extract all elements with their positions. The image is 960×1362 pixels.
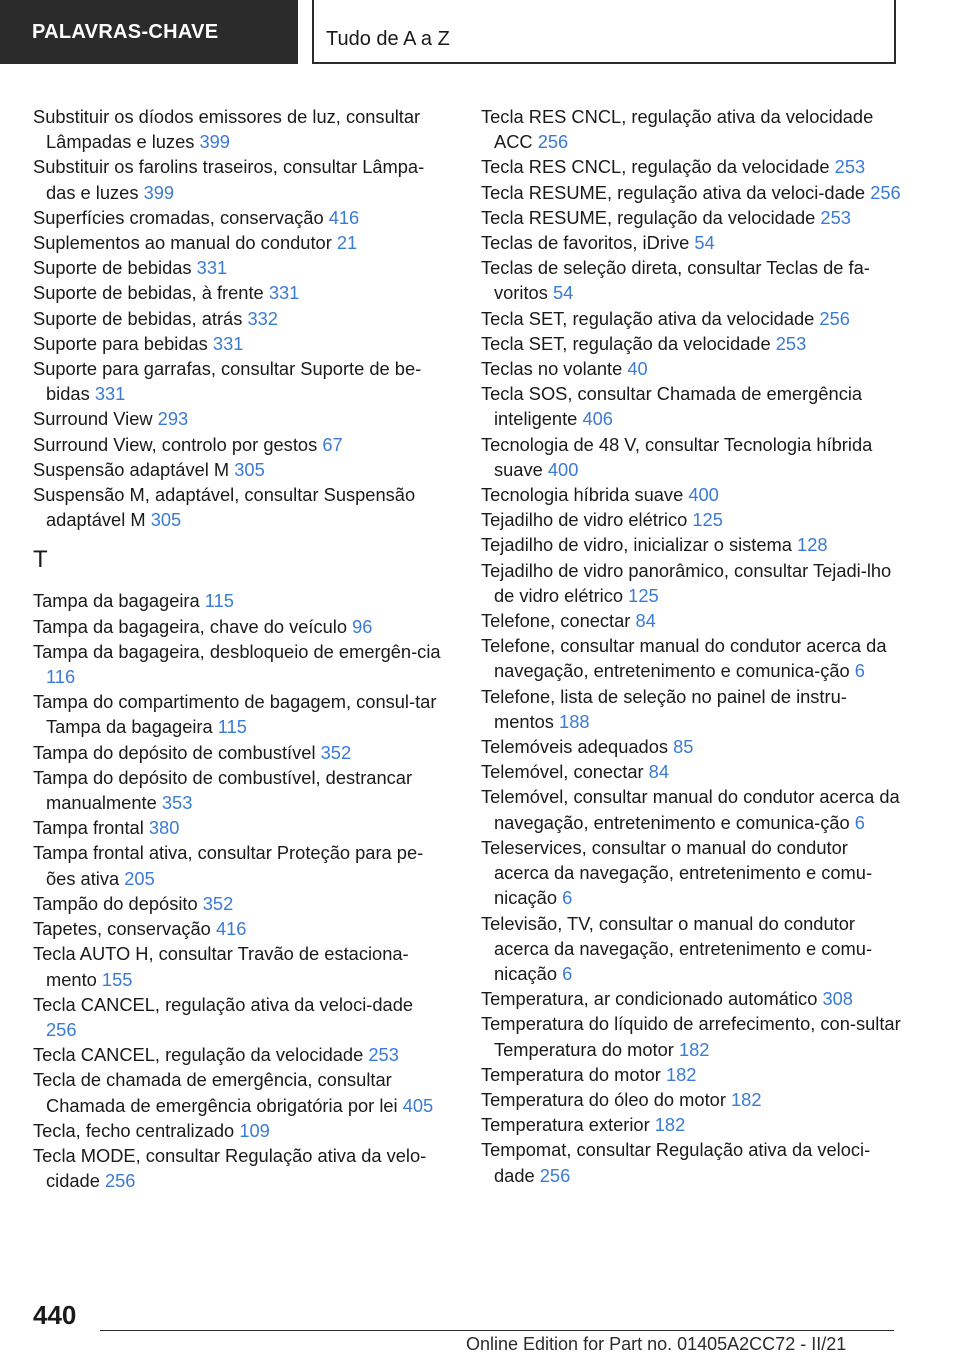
entries-s-group [33, 104, 443, 532]
index-entry [481, 532, 901, 557]
page-link[interactable]: 406 [582, 408, 613, 430]
page-link[interactable]: 6 [562, 887, 573, 909]
index-entry [481, 356, 901, 381]
index-entry [33, 432, 443, 457]
chapter-title-tab [312, 0, 896, 64]
index-entry [33, 891, 443, 916]
entry-term: Suporte de bebidas [33, 257, 192, 279]
page-link[interactable]: 125 [628, 584, 659, 606]
page-link[interactable]: 399 [199, 131, 230, 153]
entry-term: Surround View, controlo por gestos [33, 433, 318, 455]
index-entry [33, 154, 443, 204]
entry-term: Suporte de bebidas, atrás [33, 307, 243, 329]
index-entry [33, 230, 443, 255]
page-link[interactable]: 67 [322, 433, 343, 455]
index-entry [481, 633, 901, 683]
page-link[interactable]: 416 [215, 918, 247, 940]
entry-term: Tempomat, consultar Regulação ativa da veloci-dade [481, 1139, 871, 1186]
page-link[interactable]: 293 [157, 408, 189, 430]
entry-term: Telemóvel, conectar [481, 761, 644, 783]
page-link[interactable]: 85 [673, 736, 694, 758]
entry-term: Tecla MODE, consultar Regulação ativa da velo-cidade [33, 1144, 427, 1192]
page-link[interactable]: 84 [648, 761, 670, 783]
entry-term: Tecla SET, regulação da velocidade [481, 332, 771, 354]
index-entry [33, 1118, 443, 1143]
index-entry [481, 684, 901, 734]
index-entry [481, 1011, 901, 1061]
entry-term: Tampa da bagageira, desbloqueio de emergên-cia [33, 640, 441, 662]
entry-term: Suplementos ao manual do condutor [33, 232, 332, 254]
index-entry [33, 205, 443, 230]
page-link[interactable]: 109 [239, 1119, 270, 1141]
entry-term: Tecla SET, regulação ativa da velocidade [481, 307, 815, 329]
entry-term: Teclas de seleção direta, consultar Teclas de fa-voritos [481, 257, 870, 304]
entry-term: Temperatura exterior [481, 1114, 650, 1136]
entry-term: Telefone, consultar manual do condutor acerca da navegação, entretenimento e comunica-ção [481, 635, 887, 682]
page-link[interactable]: 253 [820, 206, 851, 228]
index-entry [481, 1087, 901, 1112]
page-link[interactable]: 6 [854, 811, 865, 833]
page-link[interactable]: 155 [101, 968, 133, 990]
page-link[interactable]: 84 [635, 610, 656, 632]
chapter-title: Tudo de A a Z [326, 28, 450, 50]
entry-term: Tejadilho de vidro panorâmico, consultar Tejadi-lho de vidro elétrico [481, 559, 892, 606]
page-link[interactable]: 182 [654, 1114, 686, 1136]
page-link[interactable]: 305 [234, 458, 265, 480]
entry-term: Suporte para garrafas, consultar Suporte de be-bidas [33, 358, 422, 405]
index-entry [33, 614, 443, 639]
page-link[interactable]: 331 [268, 282, 300, 304]
entry-term: Telefone, conectar [481, 610, 631, 632]
entry-term: Teclas no volante [481, 358, 623, 380]
edition-note: Online Edition for Part no. 01405A2CC72 - II/21 [466, 1334, 847, 1354]
entry-term: Substituir os díodos emissores de luz, consultar Lâmpadas e luzes [33, 106, 421, 153]
tab-divider [312, 0, 314, 64]
index-entry [481, 1137, 901, 1187]
index-entry [481, 306, 901, 331]
entry-term: Tecla de chamada de emergência, consultar Chamada de emergência obrigatória por lei [33, 1069, 398, 1116]
page-link[interactable]: 253 [775, 332, 807, 354]
page-link[interactable]: 96 [352, 615, 373, 637]
index-entry [33, 1067, 443, 1117]
entry-term: Teleservices, consultar o manual do condutor acerca da navegação, entretenimento e comu-nicação [481, 836, 873, 909]
index-entry [33, 765, 443, 815]
entries-t-group-continued [481, 104, 901, 1188]
index-entry [481, 759, 901, 784]
index-entry [481, 986, 901, 1011]
index-entry [481, 205, 901, 230]
entry-term: Tampa frontal [33, 817, 144, 839]
index-entry [33, 1143, 443, 1193]
page-link[interactable]: 308 [822, 988, 853, 1010]
entry-term: Tejadilho de vidro, inicializar o sistema [481, 534, 792, 556]
section-letter: T [33, 546, 48, 574]
index-entry [33, 840, 443, 890]
entry-term: Suporte para bebidas [33, 332, 208, 354]
index-entry [481, 1112, 901, 1137]
index-column-right [481, 104, 901, 1188]
page-link[interactable]: 116 [46, 666, 76, 688]
page-link[interactable]: 405 [402, 1094, 434, 1116]
entry-term: Substituir os farolins traseiros, consultar Lâmpa-das e luzes [33, 156, 425, 203]
page-link[interactable]: 188 [559, 710, 590, 732]
entry-term: Tampa do depósito de combustível [33, 741, 316, 763]
index-entry [33, 992, 443, 1042]
entry-term: Tampão do depósito [33, 892, 198, 914]
index-entry [481, 482, 901, 507]
page-link[interactable]: 115 [217, 716, 247, 738]
page-link[interactable]: 182 [731, 1088, 762, 1110]
page-link[interactable]: 253 [834, 156, 866, 178]
page-link[interactable]: 182 [678, 1038, 710, 1060]
page-link[interactable]: 331 [94, 383, 126, 405]
index-entry [33, 280, 443, 305]
index-entry [33, 1042, 443, 1067]
entry-term: Tampa do compartimento de bagagem, consul-tar Tampa da bagageira [33, 691, 437, 738]
index-entry [481, 432, 901, 482]
index-entry [481, 255, 901, 305]
index-entry [481, 784, 901, 834]
index-entry [481, 558, 901, 608]
index-entry [481, 734, 901, 759]
index-entry [481, 230, 901, 255]
entry-term: Tejadilho de vidro elétrico [481, 509, 688, 531]
page-link[interactable]: 256 [819, 307, 850, 329]
entry-term: Suporte de bebidas, à frente [33, 282, 264, 304]
entry-term: Tecla RES CNCL, regulação da velocidade [481, 156, 830, 178]
index-entry [33, 941, 443, 991]
index-entry [33, 815, 443, 840]
entry-term: Temperatura do óleo do motor [481, 1088, 726, 1110]
index-entry [33, 482, 443, 532]
index-entry [481, 1062, 901, 1087]
index-entry [481, 911, 901, 987]
index-entry [33, 104, 443, 154]
page-link[interactable]: 353 [161, 792, 193, 814]
page-link[interactable]: 352 [202, 892, 234, 914]
index-entry [33, 588, 443, 613]
entry-term: Tampa do depósito de combustível, destrancar manualmente [33, 766, 413, 814]
entry-term: Tecla CANCEL, regulação ativa da veloci-dade [33, 993, 414, 1015]
entry-term: Tecla CANCEL, regulação da velocidade [33, 1044, 364, 1066]
index-column-left [33, 104, 443, 1193]
page-link[interactable]: 331 [196, 257, 228, 279]
page-link[interactable]: 6 [854, 660, 865, 682]
index-entry [33, 689, 443, 739]
entry-term: Tampa frontal ativa, consultar Proteção para pe-ões ativa [33, 842, 424, 889]
entry-term: Tampa da bagageira [33, 590, 200, 612]
page-header [0, 0, 960, 66]
entry-term: Tecla RESUME, regulação da velocidade [481, 206, 816, 228]
entry-term: Suspensão adaptável M [33, 458, 230, 480]
index-entry [33, 331, 443, 356]
index-entry [481, 331, 901, 356]
page-link[interactable]: 256 [104, 1170, 136, 1192]
index-entry [33, 740, 443, 765]
page-link[interactable]: 416 [328, 206, 360, 228]
index-entry [481, 608, 901, 633]
page-link[interactable]: 352 [320, 741, 352, 763]
index-entry [481, 507, 901, 532]
entry-term: Tampa da bagageira, chave do veículo [33, 615, 348, 637]
page-link[interactable]: 380 [148, 817, 180, 839]
page-link[interactable]: 54 [552, 282, 574, 304]
entry-term: Telemóvel, consultar manual do condutor acerca da navegação, entretenimento e comunica-ção [481, 786, 900, 833]
page-link[interactable]: 256 [537, 131, 569, 153]
entry-term: Tecla AUTO H, consultar Travão de estaciona-mento [33, 943, 409, 990]
entries-t-group [33, 588, 443, 1193]
page-link[interactable]: 256 [46, 1018, 77, 1040]
index-entry [33, 255, 443, 280]
index-entry [33, 457, 443, 482]
entry-term: Telefone, lista de seleção no painel de instru-mentos [481, 685, 847, 732]
page-link[interactable]: 205 [124, 867, 155, 889]
section-label: PALAVRAS-CHAVE [0, 0, 298, 64]
page-link[interactable]: 54 [694, 232, 715, 254]
entry-term: Temperatura, ar condicionado automático [481, 988, 818, 1010]
page-link[interactable]: 6 [562, 962, 573, 984]
index-entry [481, 104, 901, 154]
entry-term: Televisão, TV, consultar o manual do condutor acerca da navegação, entretenimento e comu-nicação [481, 912, 873, 984]
page-link[interactable]: 331 [212, 332, 244, 354]
page-link[interactable]: 305 [150, 509, 182, 531]
entry-term: Tecla RESUME, regulação ativa da veloci-dade [481, 181, 866, 203]
index-entry [481, 835, 901, 911]
page-link[interactable]: 400 [688, 484, 719, 506]
index-entry [33, 406, 443, 431]
page-link[interactable]: 400 [547, 458, 579, 480]
entry-term: Tecla, fecho centralizado [33, 1119, 235, 1141]
page-number: 440 [33, 1300, 77, 1330]
page-link[interactable]: 182 [665, 1063, 697, 1085]
page-link[interactable]: 256 [539, 1164, 571, 1186]
index-entry [481, 381, 901, 431]
page-link[interactable]: 115 [204, 590, 234, 612]
index-entry [33, 916, 443, 941]
entry-term: Telemóveis adequados [481, 736, 668, 758]
footer-rule [100, 1330, 894, 1331]
page-link[interactable]: 253 [368, 1044, 399, 1066]
entry-term: Temperatura do motor [481, 1063, 661, 1085]
page-link[interactable]: 256 [870, 181, 901, 203]
entry-term: Teclas de favoritos, iDrive [481, 232, 690, 254]
page-link[interactable]: 128 [797, 534, 828, 556]
entry-term: Tecnologia de 48 V, consultar Tecnologia híbrida suave [481, 433, 873, 480]
entry-term: Superfícies cromadas, conservação [33, 206, 324, 228]
entry-term: Surround View [33, 408, 153, 430]
entry-term: Tecla SOS, consultar Chamada de emergência inteligente [481, 383, 863, 430]
page-link[interactable]: 332 [247, 307, 278, 329]
index-entry [33, 356, 443, 406]
entry-term: Tecla RES CNCL, regulação ativa da velocidade ACC [481, 106, 874, 153]
index-entry [481, 180, 901, 205]
entry-term: Tecnologia híbrida suave [481, 484, 684, 506]
index-entry [33, 639, 443, 689]
page-link[interactable]: 21 [336, 232, 358, 254]
page-link[interactable]: 125 [692, 509, 723, 531]
entry-term: Suspensão M, adaptável, consultar Suspensão adaptável M [33, 484, 416, 531]
page-link[interactable]: 40 [627, 358, 648, 380]
entry-term: Tapetes, conservação [33, 918, 211, 940]
page-link[interactable]: 399 [143, 181, 175, 203]
index-entry [33, 306, 443, 331]
entry-term: Temperatura do líquido de arrefecimento, con-sultar Temperatura do motor [481, 1013, 901, 1060]
index-entry [481, 154, 901, 179]
